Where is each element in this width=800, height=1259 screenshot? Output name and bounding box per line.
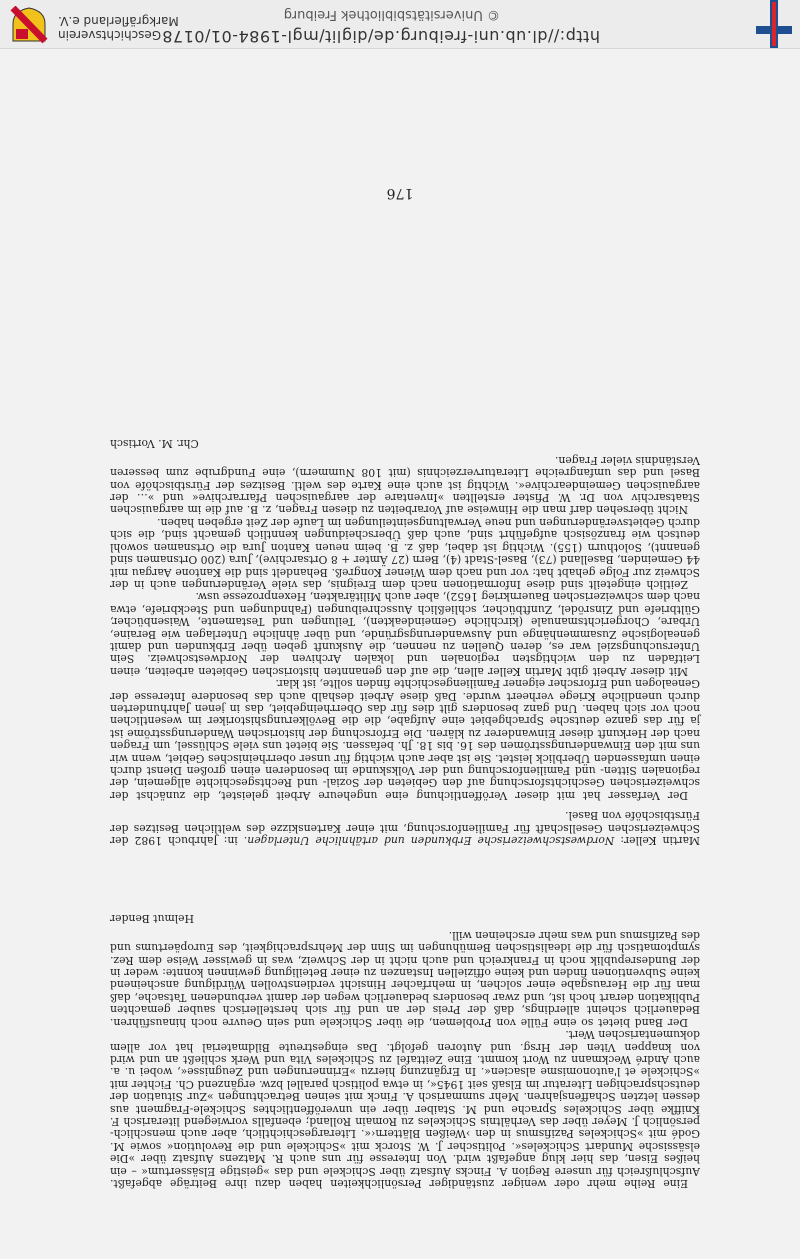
viewer-footer (0, 0, 800, 49)
review2-publication: in: Jahrbuch 1982 der Schweizerischen Gesellschaft für Familienforschung, mit einer Kartenskizze des weltlichen Besitzes der Fürstbischöfe von Basel. (109, 809, 700, 848)
review1-signature: Helmut Bender (110, 912, 194, 926)
review2-citation (110, 809, 700, 846)
review2-title: Nordwestschweizerische Erbkunden und artähnliche Unterlagen. (243, 834, 615, 848)
review1-paragraph-2: Der Band bietet so eine Fülle von Problemen, die über Schickele und sein Oeuvre noch hinausführen. Bedauerlich scheint allerdings, daß der Preis der an und für sich herstellerisch sauber gemachten Publikation derart hoch ist, und zwar besonders bedauerlich wegen der damit verbundenen Tatsache, daß man für die Herausgabe einer solchen, in mehrfacher Hinsicht verdienstvollen Würdigung anscheinend keine Subventionen finden und keine offiziellen Instanzen zu einer Beteiligung gewinnen konnte: weder in der Bundesrepublik noch in Frankreich und auch nicht in der Schweiz, was in gewisser Weise dem Rez. symptomatisch für die idealistischen Bemühungen im Sinn der Mehrsprachigkeit, des Europäertums und des Pazifismus und was mehr erscheinen will. (110, 928, 700, 1029)
review2-author: Martin Keller: (620, 834, 700, 848)
society-name-line-1: Geschichtsverein (58, 28, 162, 42)
page-number: 176 (386, 185, 414, 201)
copyright-text: © Universitätsbibliothek Freiburg (283, 7, 500, 22)
society-name (58, 14, 179, 42)
review2-paragraph-2: Mit dieser Arbeit gibt Martin Keller allen, die auf den genannten historischen Gebieten arbeiten, einen Leitfaden zu den wichtigsten regionalen und lokalen Archiven der Nordwestschweiz. Sein Untersuchungsziel war es, deren Quellen zu nennen, die Auskunft geben über Erbkunden und damit genealogische Zusammenhänge und Auswanderungsgründe, und über ähnliche Unterlagen wie Beraine, Urbare, Chorgerichtsmanuale (kirchliche Gemeindeakten), Teilungen und Testamente, Waisenbücher, Gültbriefe und Zinsrödel, Zunftbücher, schließlich Ausschreibungen (Fahndungen und Steckbriefe, etwa nach dem schweizerischen Bauernkrieg 1652), aber auch Militärakten, Hexenprozesse usw. (110, 590, 700, 678)
review2-paragraph-4: Nicht übersehen darf man die Hinweise auf Vorarbeiten zu diesen Fragen, z. B. auf die im aargauischen Staatsarchiv von Dr. W. Pfister erstellten »Inventare der aargauischen Pfarrarchive« und »… der aargauischen Gemeindearchive«. Wichtig ist auch eine Karte des weltl. Besitzes der Fürstbischöfe von Basel und das umfangreiche Literaturverzeichnis (mit 108 Nummern), eine Fundgrube zum besseren Verständnis vieler Fragen. (110, 453, 700, 517)
page-body (110, 437, 700, 1189)
review2-paragraph-1: Der Verfasser hat mit dieser Veröffentlichung eine ungeheure Arbeit geleistet, die zunächst der schweizerischen Geschichtsforschung auf den Gebieten der Sozial- und Rechtsgeschichte allgemein, der regionalen Sitten- und Familienforschung und der Volkskunde im besonderen einen großen Dienst durch einen umfassenden Überblick leistet. Sie ist aber auch wichtig für unser oberrheinisches Gebiet, wenn wir uns mit den Einwanderungsströmen des 16. bis 18. Jh. befassen. Sie bietet uns viele Schlüssel, um Fragen nach der Herkunft dieser Einwanderer zu klären. Die Erforschung der historischen Wanderungsströme ist ja für das ganze deutsche Sprachgebiet eine Aufgabe, die die Bevölkerungshistoriker im wesentlichen noch vor sich haben. Und ganz besonders gilt dies für das Oberrheingebiet, das in jenen Jahrhunderten durch unendliche Kriege verheert wurde. Daß diese Arbeit deshalb auch das besondere Interesse der Genealogen und Erforscher eigener Familiengeschichte finden sollte, ist klar. (110, 677, 700, 802)
university-cross-icon (756, 0, 792, 48)
society-name-line-2: Markgräflerland e.V. (58, 14, 179, 28)
document-url-link[interactable]: http://dl.ub.uni-freiburg.de/diglit/mgl-1984-01/0178 (161, 27, 600, 46)
review2-signature: Chr. M. Vortisch (110, 437, 199, 451)
review1-paragraph-1: Eine Reihe mehr oder weniger zuständiger Persönlichkeiten haben dazu ihre Beiträge abgefaßt. Aufschlußreich für unsere Region A. Fincks Aufsatz über Schickele und das »geistige Elsässertum« – ein heißes Eisen, das hier klug angefaßt wird. Von Interesse für uns auch R. Matzens Aufsatz über »Die elsässische Mundart Schickeles«. Politischer J. W. Storck mit »Schickele und die Revolution« sowie M. Godé mit »Schickeles Pazifismus in den ›Weißen Blättern‹«. Literargeschichtlich, aber auch menschlich-persönlich J. Meyer über das Verhältnis Schickeles zu Romain Rolland; ebenfalls vorwiegend literarisch F. Kniffke über Schickeles Sprache und M. Staiber über ein unveröffentlichtes Schickele-Fragment aus dessen letzten Schaffensjahren. Mehr summarisch A. Finck mit seinen Betrachtungen »Zur Situation der deutschsprachigen Literatur im Elsaß seit 1945«, in etwa politisch parallel bzw. ergänzend Ch. Fichter mit »Schickele et l'autonomisme alsacien«. In Ergänzung hierzu »Erinnerungen und Zeugnisse«, wobei u. a. auch André Weckmann zu Wort kommt. Eine Zeittafel zu Schickeles Vita und Werk schließt an und wird von knappen Viten der Hrsg. und Autoren gefolgt. Das eingestreute Bildmaterial hat vor allem dokumentarischen Wert. (110, 1028, 700, 1190)
review2-paragraph-3: Zeitlich eingeteilt sind diese Informationen nach dem Ereignis, das viele Veränderungen auch in der Schweiz zur Folge gehabt hat: vor und nach dem Wiener Kongreß. Behandelt sind die Kantone Aargau mit 44 Gemeinden, Baselland (73), Basel-Stadt (4), Bern (27 Ämter + 8 Ortsarchive), Jura (200 Ortsnamen sind genannt), Solothurn (155). Wichtig ist dabei, daß z. B. beim neuen Kanton Jura die Ortsnamen sowohl deutsch wie französisch aufgeführt sind, auch daß Überscheidungen kenntlich gemacht sind, die sich durch Gebietsveränderungen und neue Verwaltungseinteilungen im Laufe der Zeit ergeben haben. (110, 515, 700, 591)
society-crest-icon (10, 6, 48, 44)
